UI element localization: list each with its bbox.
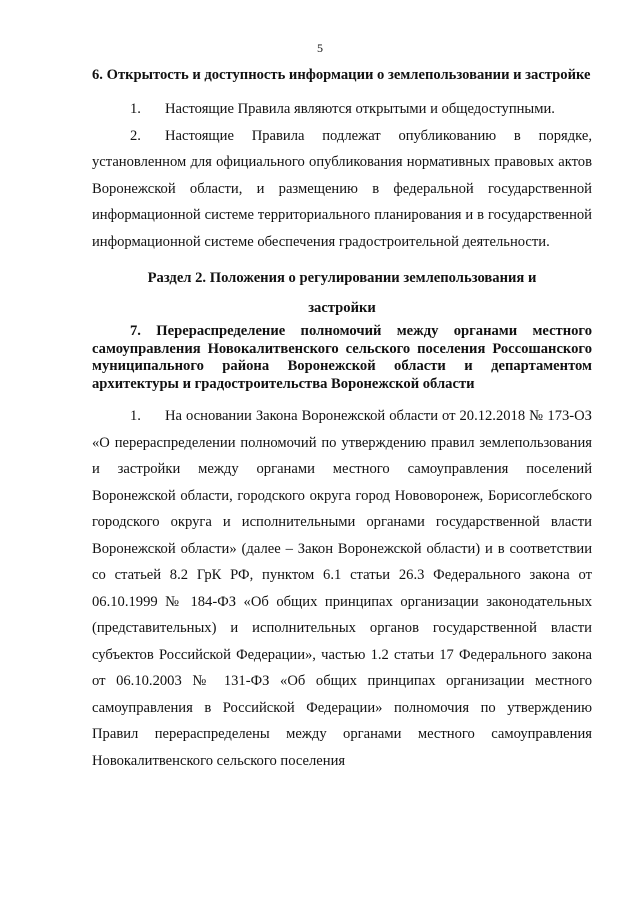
paragraph-text: Настоящие Правила являются открытыми и общедоступными. [165, 101, 555, 117]
paragraph-text: На основании Закона Воронежской области от 20.12.2018 № 173-ОЗ «О перераспределении полномочий по утверждению правил землепользования и застройки между органами местного самоуправления поселений Воронежской области, городского округа город Нововоронеж, Борисоглебского городского округа и исполнительными органами государственной власти Воронежской области» (далее – Закон Воронежской области) и в соответствии со статьей 8.2 ГрК РФ, пунктом 6.1 статьи 26.3 Федерального закона от 06.10.1999 № 184-ФЗ «Об общих принципах организации законодательных (представительных) и исполнительных органов государственной власти субъектов Российской Федерации», частью 1.2 статьи 17 Федерального закона от 06.10.2003 № 131-ФЗ «Об общих принципах организации местного самоуправления в Российской Федерации» полномочия по утверждению Правил перераспределены между органами местного самоуправления Новокалитвенского сельского поселения [92, 408, 592, 769]
paragraph-number: 1. [130, 101, 141, 117]
section-7-heading: 7. Перераспределение полномочий между органами местного самоуправления Новокалитвенского сельского поселения Россошанского муниципального района Воронежской области и департаментом архитектуры и градостроительства Воронежской области [92, 323, 592, 392]
part-2-title-line-2: застройки [308, 300, 376, 316]
section-6-paragraph-1 [92, 96, 592, 123]
section-6-heading: 6. Открытость и доступность информации о землепользовании и застройке [92, 67, 591, 83]
paragraph-number: 1. [130, 408, 141, 424]
document-body [92, 66, 592, 774]
paragraph-number: 2. [130, 127, 141, 144]
section-6-paragraph-2 [92, 123, 592, 256]
section-7-paragraph-1 [92, 403, 592, 774]
page-number: 5 [317, 41, 323, 55]
paragraph-text: Настоящие Правила подлежат опубликованию в порядке, установленном для официального опубликования нормативных правовых актов Воронежской области, и размещению в федеральной государственной информационной системе территориального планирования и в государственной информационной системе обеспечения градостроительной деятельности. [92, 127, 592, 250]
part-2-title-line-1: Раздел 2. Положения о регулировании землепользования и [147, 270, 537, 286]
